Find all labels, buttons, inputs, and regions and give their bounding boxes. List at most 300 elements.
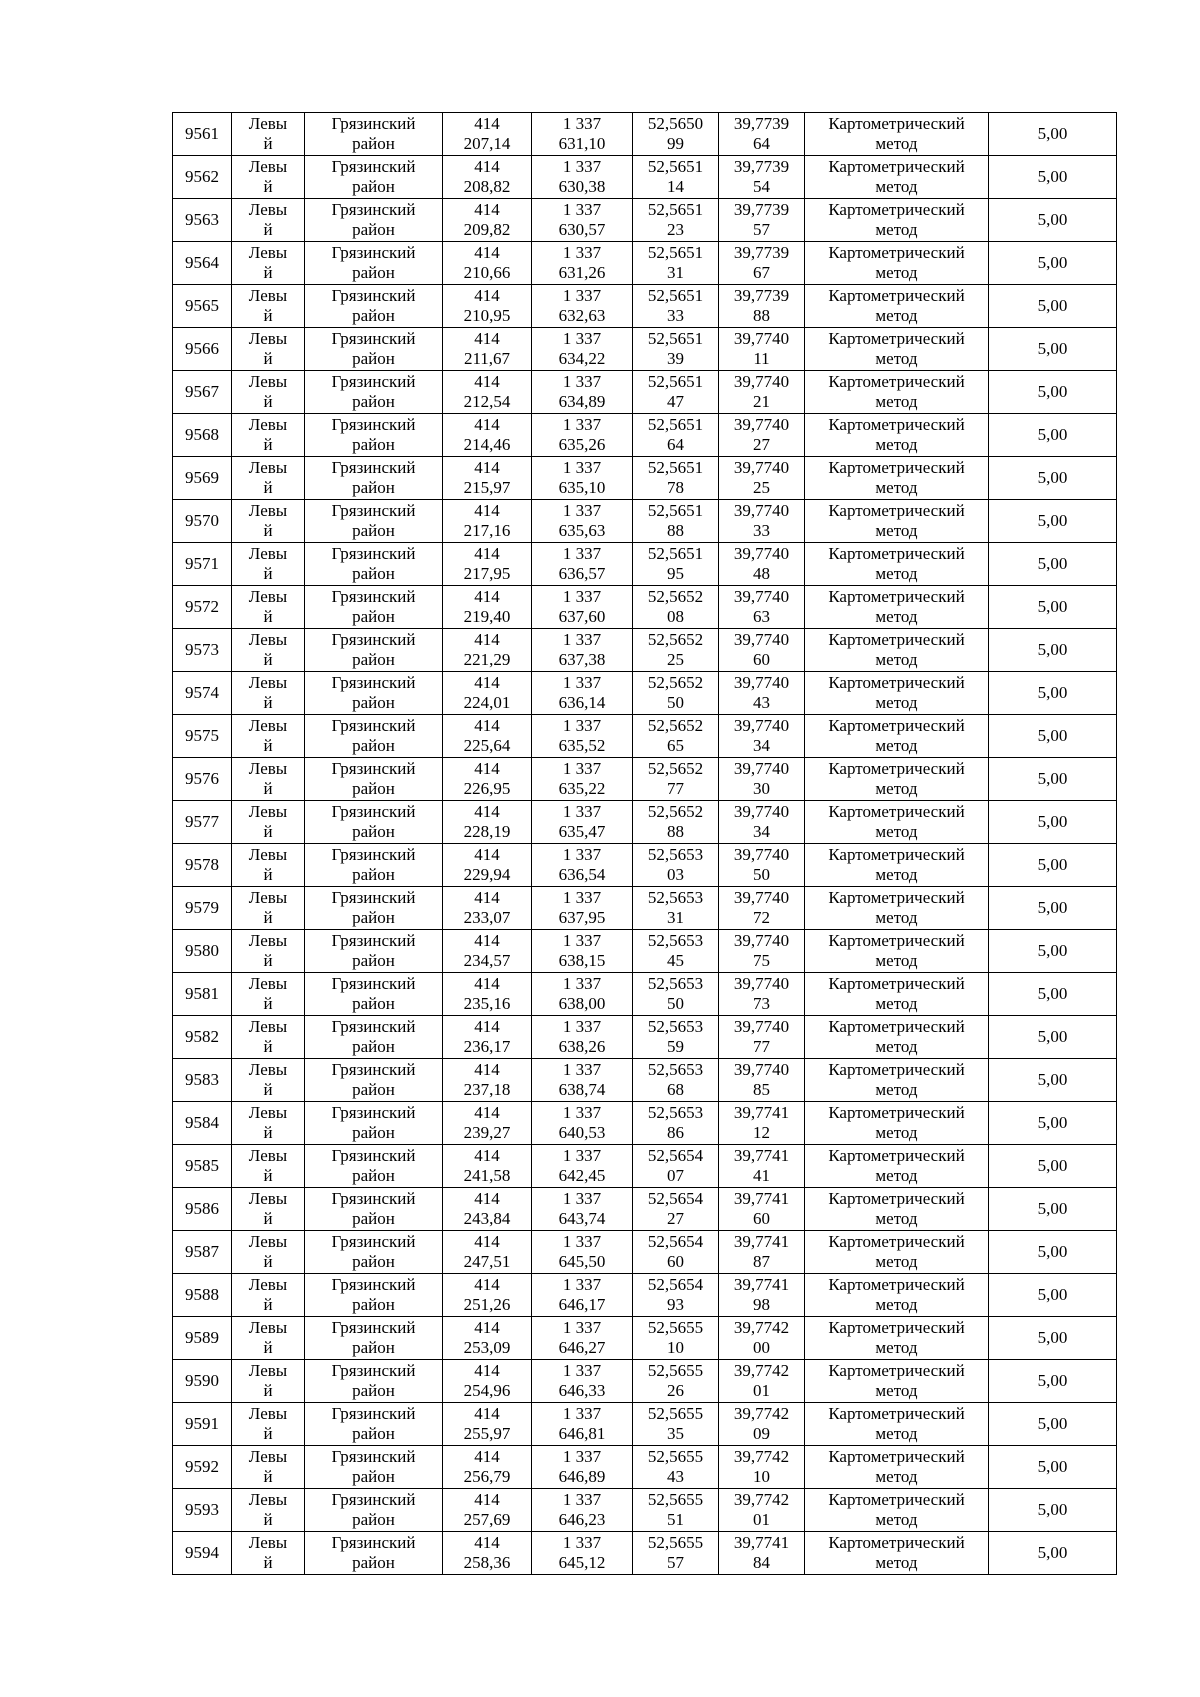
longitude-cell: [719, 285, 805, 328]
side-cell: [232, 1102, 305, 1145]
side-cell: [232, 629, 305, 672]
method-cell: [805, 113, 989, 156]
district-line: район: [352, 994, 395, 1013]
longitude-line: 64: [753, 134, 770, 153]
latitude-cell: [633, 1145, 719, 1188]
district-line: район: [352, 1123, 395, 1142]
point-number-cell: 9578: [173, 844, 232, 887]
longitude-line: 60: [753, 650, 770, 669]
side-line: й: [263, 1209, 273, 1228]
side-line: Левы: [248, 286, 288, 305]
point-number-cell: 9562: [173, 156, 232, 199]
method-cell: [805, 1231, 989, 1274]
method-line: Картометрический: [828, 845, 965, 864]
latitude-line: 52,5653: [647, 888, 704, 907]
longitude-cell: [719, 1360, 805, 1403]
x-coordinate-line: 414: [474, 372, 500, 391]
latitude-line: 26: [667, 1381, 684, 1400]
longitude-line: 39,7740: [733, 1060, 790, 1079]
x-coordinate-line: 414: [474, 759, 500, 778]
side-cell: [232, 285, 305, 328]
x-coordinate-cell: [443, 1403, 532, 1446]
side-cell: [232, 371, 305, 414]
accuracy-cell: 5,00: [989, 242, 1117, 285]
accuracy-cell: 5,00: [989, 1532, 1117, 1575]
longitude-line: 11: [753, 349, 770, 368]
x-coordinate-line: 414: [474, 845, 500, 864]
latitude-cell: [633, 1360, 719, 1403]
x-coordinate-line: 214,46: [463, 435, 511, 454]
table-row: [173, 113, 1117, 156]
y-coordinate-line: 1 337: [562, 200, 602, 219]
x-coordinate-line: 414: [474, 1060, 500, 1079]
latitude-line: 08: [667, 607, 684, 626]
latitude-cell: [633, 156, 719, 199]
longitude-line: 39,7742: [733, 1318, 790, 1337]
latitude-line: 47: [667, 392, 684, 411]
table-row: [173, 629, 1117, 672]
district-line: район: [352, 1166, 395, 1185]
method-cell: [805, 1403, 989, 1446]
longitude-line: 33: [753, 521, 770, 540]
side-line: Левы: [248, 888, 288, 907]
method-line: метод: [875, 435, 918, 454]
accuracy-cell: 5,00: [989, 1059, 1117, 1102]
district-cell: [305, 371, 443, 414]
method-line: Картометрический: [828, 415, 965, 434]
method-line: Картометрический: [828, 716, 965, 735]
side-cell: [232, 414, 305, 457]
side-cell: [232, 1145, 305, 1188]
longitude-line: 87: [753, 1252, 770, 1271]
method-line: метод: [875, 1080, 918, 1099]
y-coordinate-cell: [532, 1274, 633, 1317]
method-line: Картометрический: [828, 587, 965, 606]
latitude-line: 99: [667, 134, 684, 153]
accuracy-cell: 5,00: [989, 1403, 1117, 1446]
latitude-line: 52,5653: [647, 931, 704, 950]
accuracy-cell: 5,00: [989, 1489, 1117, 1532]
side-cell: [232, 1360, 305, 1403]
table-row: [173, 1360, 1117, 1403]
x-coordinate-line: 414: [474, 1017, 500, 1036]
y-coordinate-cell: [532, 1145, 633, 1188]
latitude-line: 52,5654: [647, 1146, 704, 1165]
y-coordinate-line: 640,53: [558, 1123, 606, 1142]
accuracy-cell: 5,00: [989, 113, 1117, 156]
longitude-line: 39,7740: [733, 501, 790, 520]
latitude-line: 65: [667, 736, 684, 755]
latitude-line: 52,5654: [647, 1189, 704, 1208]
method-line: Картометрический: [828, 1490, 965, 1509]
district-line: Грязинский: [331, 845, 416, 864]
district-line: Грязинский: [331, 587, 416, 606]
longitude-line: 39,7740: [733, 587, 790, 606]
district-cell: [305, 500, 443, 543]
accuracy-cell: 5,00: [989, 543, 1117, 586]
side-cell: [232, 1489, 305, 1532]
point-number-cell: 9579: [173, 887, 232, 930]
longitude-cell: [719, 500, 805, 543]
y-coordinate-line: 1 337: [562, 329, 602, 348]
longitude-line: 12: [753, 1123, 770, 1142]
longitude-cell: [719, 715, 805, 758]
longitude-cell: [719, 801, 805, 844]
y-coordinate-cell: [532, 242, 633, 285]
latitude-line: 52,5653: [647, 845, 704, 864]
latitude-line: 88: [667, 521, 684, 540]
latitude-line: 52,5653: [647, 974, 704, 993]
longitude-line: 39,7741: [733, 1103, 790, 1122]
accuracy-cell: 5,00: [989, 1446, 1117, 1489]
longitude-line: 30: [753, 779, 770, 798]
x-coordinate-cell: [443, 1188, 532, 1231]
y-coordinate-cell: [532, 930, 633, 973]
y-coordinate-line: 635,26: [558, 435, 606, 454]
district-line: район: [352, 650, 395, 669]
x-coordinate-line: 414: [474, 415, 500, 434]
method-cell: [805, 1102, 989, 1145]
method-line: Картометрический: [828, 114, 965, 133]
x-coordinate-line: 207,14: [463, 134, 511, 153]
y-coordinate-cell: [532, 1489, 633, 1532]
point-number-cell: 9582: [173, 1016, 232, 1059]
method-line: Картометрический: [828, 1146, 965, 1165]
method-line: метод: [875, 349, 918, 368]
y-coordinate-line: 632,63: [558, 306, 606, 325]
district-cell: [305, 156, 443, 199]
table-row: [173, 328, 1117, 371]
latitude-cell: [633, 1489, 719, 1532]
latitude-line: 64: [667, 435, 684, 454]
side-cell: [232, 1274, 305, 1317]
x-coordinate-cell: [443, 1360, 532, 1403]
district-line: район: [352, 607, 395, 626]
method-line: Картометрический: [828, 1404, 965, 1423]
accuracy-cell: 5,00: [989, 1360, 1117, 1403]
x-coordinate-line: 414: [474, 544, 500, 563]
x-coordinate-cell: [443, 371, 532, 414]
x-coordinate-line: 414: [474, 802, 500, 821]
table-row: [173, 1274, 1117, 1317]
latitude-line: 23: [667, 220, 684, 239]
x-coordinate-line: 224,01: [463, 693, 511, 712]
y-coordinate-cell: [532, 371, 633, 414]
x-coordinate-cell: [443, 1231, 532, 1274]
district-line: район: [352, 951, 395, 970]
longitude-line: 34: [753, 822, 770, 841]
table-row: [173, 715, 1117, 758]
latitude-line: 52,5650: [647, 114, 704, 133]
side-cell: [232, 672, 305, 715]
accuracy-cell: 5,00: [989, 715, 1117, 758]
side-line: й: [263, 177, 273, 196]
method-line: метод: [875, 607, 918, 626]
x-coordinate-line: 217,16: [463, 521, 511, 540]
point-number-cell: 9566: [173, 328, 232, 371]
x-coordinate-cell: [443, 629, 532, 672]
method-line: метод: [875, 134, 918, 153]
method-cell: [805, 1317, 989, 1360]
y-coordinate-cell: [532, 1188, 633, 1231]
method-line: метод: [875, 779, 918, 798]
longitude-cell: [719, 1532, 805, 1575]
x-coordinate-line: 414: [474, 1103, 500, 1122]
longitude-cell: [719, 930, 805, 973]
latitude-line: 52,5651: [647, 544, 704, 563]
accuracy-cell: 5,00: [989, 629, 1117, 672]
latitude-cell: [633, 199, 719, 242]
x-coordinate-cell: [443, 1532, 532, 1575]
point-number-cell: 9564: [173, 242, 232, 285]
accuracy-cell: 5,00: [989, 1317, 1117, 1360]
district-line: район: [352, 779, 395, 798]
longitude-line: 72: [753, 908, 770, 927]
y-coordinate-line: 635,63: [558, 521, 606, 540]
latitude-cell: [633, 457, 719, 500]
y-coordinate-line: 630,57: [558, 220, 606, 239]
y-coordinate-line: 645,50: [558, 1252, 606, 1271]
district-line: Грязинский: [331, 1017, 416, 1036]
latitude-line: 52,5652: [647, 716, 704, 735]
longitude-line: 39,7740: [733, 544, 790, 563]
y-coordinate-cell: [532, 844, 633, 887]
y-coordinate-cell: [532, 156, 633, 199]
latitude-line: 52,5651: [647, 458, 704, 477]
y-coordinate-cell: [532, 1317, 633, 1360]
method-cell: [805, 1532, 989, 1575]
side-cell: [232, 543, 305, 586]
method-line: Картометрический: [828, 200, 965, 219]
method-line: метод: [875, 1467, 918, 1486]
latitude-cell: [633, 801, 719, 844]
method-line: Картометрический: [828, 931, 965, 950]
longitude-line: 85: [753, 1080, 770, 1099]
y-coordinate-line: 630,38: [558, 177, 606, 196]
method-line: метод: [875, 1295, 918, 1314]
side-cell: [232, 1059, 305, 1102]
side-line: Левы: [248, 544, 288, 563]
district-line: район: [352, 1553, 395, 1572]
district-line: Грязинский: [331, 931, 416, 950]
x-coordinate-cell: [443, 1317, 532, 1360]
latitude-line: 52,5653: [647, 1103, 704, 1122]
y-coordinate-cell: [532, 1231, 633, 1274]
x-coordinate-cell: [443, 930, 532, 973]
latitude-line: 33: [667, 306, 684, 325]
side-line: Левы: [248, 673, 288, 692]
latitude-line: 31: [667, 908, 684, 927]
district-line: район: [352, 1037, 395, 1056]
side-line: Левы: [248, 1447, 288, 1466]
district-cell: [305, 715, 443, 758]
longitude-line: 39,7740: [733, 974, 790, 993]
longitude-cell: [719, 629, 805, 672]
table-row: [173, 414, 1117, 457]
x-coordinate-cell: [443, 1489, 532, 1532]
latitude-cell: [633, 930, 719, 973]
point-number-cell: 9577: [173, 801, 232, 844]
district-line: Грязинский: [331, 114, 416, 133]
method-line: метод: [875, 994, 918, 1013]
method-line: метод: [875, 564, 918, 583]
method-line: метод: [875, 693, 918, 712]
x-coordinate-cell: [443, 887, 532, 930]
side-line: й: [263, 1295, 273, 1314]
side-line: й: [263, 1510, 273, 1529]
method-cell: [805, 930, 989, 973]
longitude-line: 39,7739: [733, 157, 790, 176]
district-cell: [305, 1489, 443, 1532]
method-line: метод: [875, 650, 918, 669]
table-row: [173, 1145, 1117, 1188]
district-line: район: [352, 1209, 395, 1228]
table-row: [173, 543, 1117, 586]
side-cell: [232, 156, 305, 199]
longitude-line: 39,7739: [733, 200, 790, 219]
longitude-cell: [719, 1102, 805, 1145]
method-line: Картометрический: [828, 974, 965, 993]
y-coordinate-line: 635,47: [558, 822, 606, 841]
y-coordinate-line: 1 337: [562, 286, 602, 305]
latitude-line: 52,5651: [647, 157, 704, 176]
latitude-cell: [633, 113, 719, 156]
y-coordinate-line: 634,89: [558, 392, 606, 411]
side-line: Левы: [248, 1361, 288, 1380]
side-line: Левы: [248, 716, 288, 735]
x-coordinate-line: 243,84: [463, 1209, 511, 1228]
district-cell: [305, 973, 443, 1016]
longitude-line: 39,7741: [733, 1232, 790, 1251]
longitude-line: 39,7740: [733, 888, 790, 907]
district-cell: [305, 1274, 443, 1317]
x-coordinate-line: 210,66: [463, 263, 511, 282]
longitude-cell: [719, 1231, 805, 1274]
method-cell: [805, 758, 989, 801]
longitude-cell: [719, 1145, 805, 1188]
side-cell: [232, 1532, 305, 1575]
district-line: район: [352, 134, 395, 153]
y-coordinate-cell: [532, 973, 633, 1016]
x-coordinate-line: 226,95: [463, 779, 511, 798]
side-line: й: [263, 134, 273, 153]
x-coordinate-line: 221,29: [463, 650, 511, 669]
y-coordinate-line: 1 337: [562, 802, 602, 821]
method-line: Картометрический: [828, 1189, 965, 1208]
x-coordinate-line: 234,57: [463, 951, 511, 970]
longitude-line: 39,7739: [733, 286, 790, 305]
longitude-line: 27: [753, 435, 770, 454]
table-row: [173, 1403, 1117, 1446]
method-cell: [805, 629, 989, 672]
longitude-line: 63: [753, 607, 770, 626]
latitude-cell: [633, 586, 719, 629]
x-coordinate-line: 414: [474, 1490, 500, 1509]
district-line: Грязинский: [331, 888, 416, 907]
point-number-cell: 9591: [173, 1403, 232, 1446]
y-coordinate-line: 631,26: [558, 263, 606, 282]
table-row: [173, 973, 1117, 1016]
x-coordinate-cell: [443, 1102, 532, 1145]
x-coordinate-line: 239,27: [463, 1123, 511, 1142]
latitude-line: 52,5655: [647, 1361, 704, 1380]
y-coordinate-line: 1 337: [562, 114, 602, 133]
y-coordinate-cell: [532, 1446, 633, 1489]
y-coordinate-line: 1 337: [562, 1533, 602, 1552]
longitude-line: 34: [753, 736, 770, 755]
side-line: Левы: [248, 200, 288, 219]
table-row: [173, 1231, 1117, 1274]
latitude-cell: [633, 371, 719, 414]
longitude-line: 01: [753, 1381, 770, 1400]
x-coordinate-line: 414: [474, 1404, 500, 1423]
point-number-cell: 9571: [173, 543, 232, 586]
x-coordinate-line: 225,64: [463, 736, 511, 755]
method-cell: [805, 543, 989, 586]
x-coordinate-line: 255,97: [463, 1424, 511, 1443]
district-line: район: [352, 478, 395, 497]
latitude-cell: [633, 844, 719, 887]
y-coordinate-line: 646,33: [558, 1381, 606, 1400]
y-coordinate-cell: [532, 414, 633, 457]
point-number-cell: 9593: [173, 1489, 232, 1532]
table-row: [173, 242, 1117, 285]
district-line: Грязинский: [331, 1533, 416, 1552]
district-line: район: [352, 1252, 395, 1271]
method-line: метод: [875, 1166, 918, 1185]
district-line: Грязинский: [331, 1275, 416, 1294]
latitude-line: 52,5654: [647, 1275, 704, 1294]
longitude-cell: [719, 414, 805, 457]
latitude-line: 51: [667, 1510, 684, 1529]
y-coordinate-line: 1 337: [562, 1060, 602, 1079]
latitude-line: 52,5651: [647, 286, 704, 305]
district-line: район: [352, 1510, 395, 1529]
latitude-cell: [633, 1188, 719, 1231]
district-line: район: [352, 1338, 395, 1357]
latitude-cell: [633, 629, 719, 672]
accuracy-cell: 5,00: [989, 414, 1117, 457]
x-coordinate-cell: [443, 199, 532, 242]
longitude-cell: [719, 1274, 805, 1317]
latitude-line: 86: [667, 1123, 684, 1142]
side-line: й: [263, 1080, 273, 1099]
table-row: [173, 156, 1117, 199]
y-coordinate-line: 634,22: [558, 349, 606, 368]
x-coordinate-cell: [443, 414, 532, 457]
district-cell: [305, 1188, 443, 1231]
latitude-cell: [633, 285, 719, 328]
y-coordinate-line: 638,00: [558, 994, 606, 1013]
x-coordinate-cell: [443, 156, 532, 199]
side-line: Левы: [248, 243, 288, 262]
latitude-cell: [633, 973, 719, 1016]
side-line: Левы: [248, 114, 288, 133]
y-coordinate-line: 1 337: [562, 1232, 602, 1251]
latitude-cell: [633, 715, 719, 758]
district-line: Грязинский: [331, 1447, 416, 1466]
y-coordinate-line: 1 337: [562, 931, 602, 950]
latitude-line: 93: [667, 1295, 684, 1314]
x-coordinate-cell: [443, 801, 532, 844]
accuracy-cell: 5,00: [989, 285, 1117, 328]
point-number-cell: 9565: [173, 285, 232, 328]
longitude-cell: [719, 1317, 805, 1360]
point-number-cell: 9590: [173, 1360, 232, 1403]
latitude-line: 52,5655: [647, 1318, 704, 1337]
latitude-line: 43: [667, 1467, 684, 1486]
y-coordinate-line: 1 337: [562, 544, 602, 563]
